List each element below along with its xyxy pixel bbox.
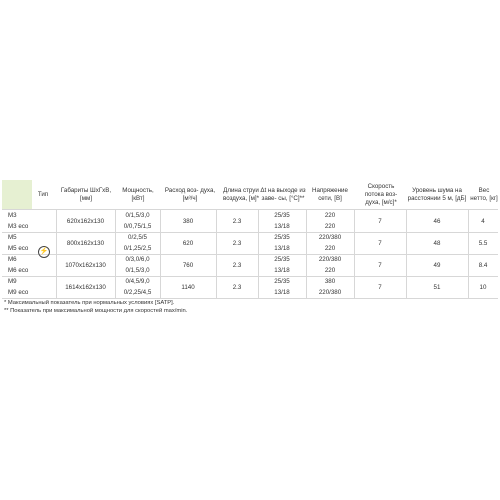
footnote-2: ** Показатель при максимальной мощности для скоростей max/min.: [4, 307, 188, 314]
header-power: Мощность, [кВт]: [122, 187, 154, 202]
table-row: M3 eco 0/0,75/1,5 13/18 220: [8, 223, 336, 230]
header-accent: [2, 180, 32, 210]
header-type: Тип: [37, 191, 49, 198]
header-dt: Δt на выходе из заве- сы, [°C]**: [260, 187, 306, 202]
header-speed: Скорость потока воз- духа, [м/с]*: [364, 183, 398, 206]
table-row: M5 eco 0/1,25/2,5 13/18 220: [8, 245, 336, 252]
table-row: M9 eco 0/2,25/4,5 13/18 220/380: [8, 289, 342, 296]
footnotes: [4, 300, 187, 315]
header-weight: Вес нетто, [кг]: [470, 187, 498, 202]
table-row: M5 0/2,5/5 25/35 220/380: [8, 234, 342, 241]
header-airflow: Расход воз- духа, [м³/ч]: [164, 187, 216, 202]
header-voltage: Напряжение сети, [В]: [312, 187, 348, 202]
header-dims: Габариты ШхГхВ, [мм]: [60, 187, 112, 202]
footnote-1: * Максимальный показатель при нормальных условиях [SATP].: [4, 300, 175, 306]
header-jet: Длина струи воздуха, [м]*: [223, 187, 259, 202]
electric-heating-icon: ⚡: [38, 246, 50, 258]
header-noise: Уровень шума на расстоянии 5 м, [дБ]: [407, 187, 467, 202]
table-row: M6 0/3,0/6,0 25/35 220/380: [8, 256, 342, 263]
table-row: M9 0/4,5/9,0 25/35 380: [8, 278, 336, 285]
table-row: M3 0/1,5/3,0 25/35 220: [8, 212, 336, 219]
table-row: M6 eco 0/1,5/3,0 13/18 220: [8, 267, 336, 274]
